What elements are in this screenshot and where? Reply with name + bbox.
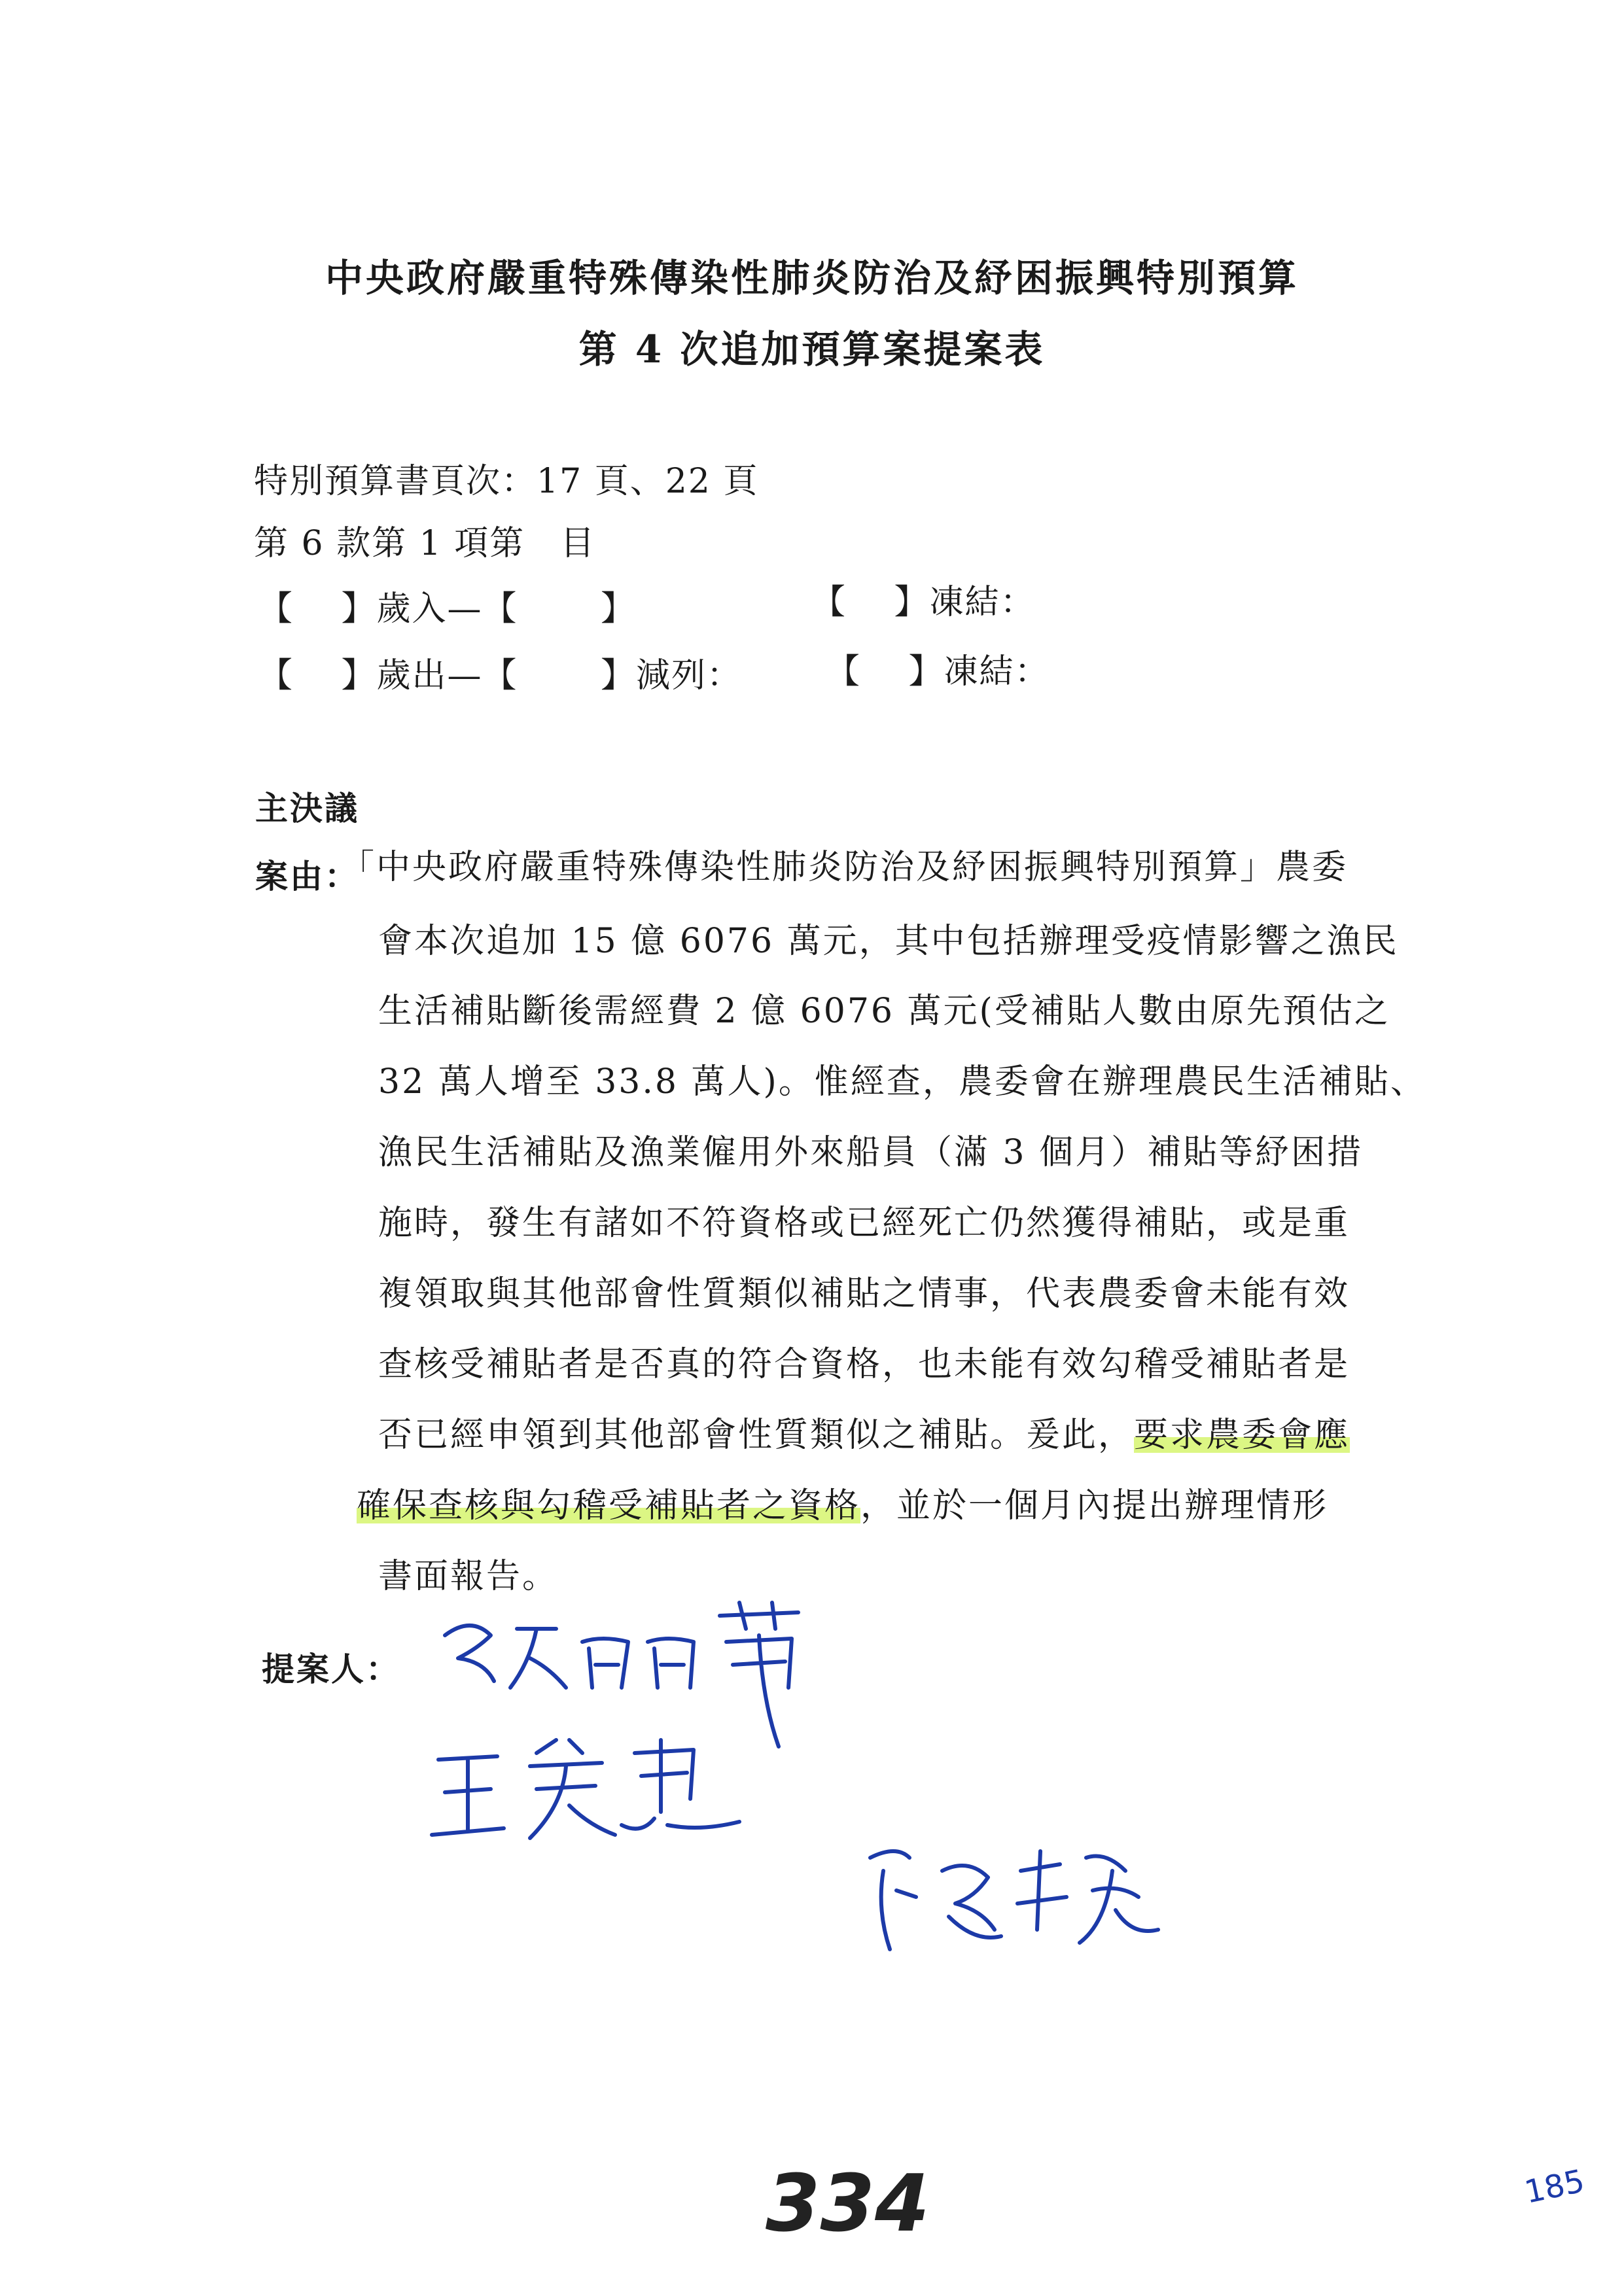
- case-line-6: 施時，發生有諸如不符資格或已經死亡仍然獲得補貼，或是重: [378, 1204, 1350, 1243]
- case-line-9-text: 否已經申領到其他部會性質類似之補貼。爰此，: [378, 1416, 1135, 1455]
- case-line-1: 「中央政府嚴重特殊傳染性肺炎防治及紓困振興特別預算」農委: [340, 848, 1349, 887]
- item-reference: 第 6 款第 1 項第 目: [254, 524, 596, 563]
- case-line-3: 生活補貼斷後需經費 2 億 6076 萬元(受補貼人數由原先預估之: [378, 992, 1390, 1031]
- case-line-8: 查核受補貼者是否真的符合資格，也未能有效勾稽受補貼者是: [378, 1345, 1350, 1384]
- case-line-2: 會本次追加 15 億 6076 萬元，其中包括辦理受疫情影響之漁民: [378, 922, 1399, 961]
- revenue-row: 【 】歲入—【 】: [258, 589, 637, 629]
- expenditure-freeze: 【 】凍結：: [826, 652, 1050, 691]
- proposer-label: 提案人：: [262, 1650, 400, 1688]
- main-resolution-heading: 主決議: [255, 789, 359, 827]
- signature-2: [425, 1727, 752, 1858]
- document-title: 中央政府嚴重特殊傳染性肺炎防治及紓困振興特別預算: [325, 256, 1299, 300]
- document-subtitle: 第 4 次追加預算案提案表: [578, 327, 1046, 372]
- page-number: [759, 2159, 930, 2250]
- case-line-9: [378, 1416, 1350, 1455]
- corner-number: 185: [1521, 2163, 1588, 2211]
- case-line-4: 32 萬人增至 33.8 萬人)。惟經查，農委會在辦理農民生活補貼、: [378, 1062, 1426, 1102]
- revenue-freeze: 【 】凍結：: [811, 583, 1036, 622]
- page-reference: 特別預算書頁次：17 頁、22 頁: [254, 462, 759, 501]
- highlighted-requirement-end: 確保查核與勾稽受補貼者之資格: [357, 1486, 861, 1525]
- case-line-5: 漁民生活補貼及漁業僱用外來船員（滿 3 個月）補貼等紓困措: [378, 1133, 1364, 1172]
- case-line-7: 複領取與其他部會性質類似補貼之情事，代表農委會未能有效: [378, 1274, 1350, 1313]
- case-label: 案由：: [255, 857, 359, 896]
- page-number-text: 334: [766, 2159, 930, 2250]
- highlighted-requirement-start: 要求農委會應: [1134, 1416, 1350, 1455]
- case-line-10-text: ，並於一個月內提出辦理情形: [860, 1486, 1329, 1525]
- expenditure-row: 【 】歲出—【 】減列：: [258, 656, 743, 695]
- signature-3: [864, 1832, 1165, 1962]
- case-line-11: 書面報告。: [378, 1557, 559, 1596]
- case-line-10: [357, 1486, 1328, 1525]
